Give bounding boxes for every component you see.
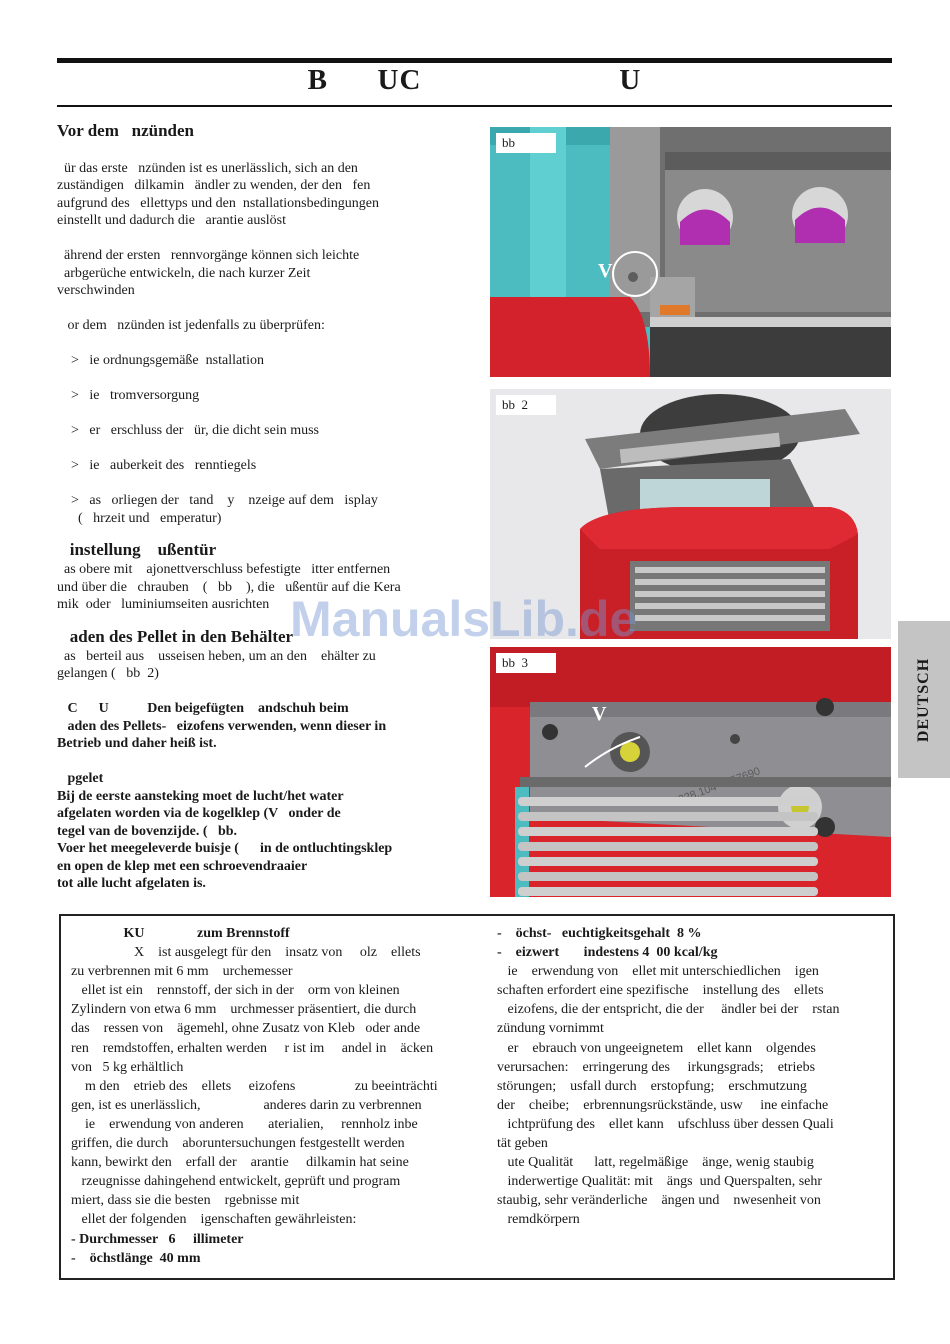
fuel-info-line: KU zum Brennstoff <box>71 926 290 941</box>
fuel-info-column-1 <box>71 924 491 1268</box>
fuel-info-line: das ressen von ägemehl, ohne Zusatz von Kleb oder ande <box>71 1021 421 1037</box>
fuel-info-line: ie erwendung von ellet mit unterschiedlichen igen <box>497 964 819 980</box>
fuel-info-line: er ebrauch von ungeeignetem ellet kann olgendes <box>497 1040 816 1056</box>
fuel-info-line: der cheibe; erbrennungsrückstände, usw ine einfache <box>497 1097 829 1113</box>
title-underline <box>57 105 892 107</box>
fuel-info-line: schaften erfordert eine spezifische instellung des ellets <box>497 983 824 999</box>
heading-einstellung: instellung ußentür <box>57 540 217 559</box>
fuel-info-column-2 <box>497 924 887 1230</box>
para3: or dem nzünden ist jedenfalls zu überprüfen: <box>57 318 325 333</box>
figure-2-label: bb 2 <box>496 395 556 415</box>
para5-line1: as berteil aus usseisen heben, um an den ehälter zu <box>57 648 376 664</box>
para4-line1: as obere mit ajonettverschluss befestigte itter entfernen <box>57 562 391 577</box>
fuel-info-line: X ist ausgelegt für den insatz von olz ellets <box>71 945 421 961</box>
para2-line1: ährend der ersten rennvorgänge können sich leichte <box>57 248 360 263</box>
heading-laden: aden des Pellet in den Behälter <box>57 626 294 646</box>
dutch-heading: pgelet <box>57 771 104 786</box>
dutch-line1: Bij de eerste aansteking moet de lucht/het water <box>57 788 344 804</box>
figure-3-illustration <box>490 647 891 897</box>
fuel-info-line: gen, ist es unerlässlich, anderes darin zu verbrennen <box>71 1097 422 1113</box>
check-item: > er erschluss der ür, die dicht sein muss <box>57 423 320 438</box>
dutch-line2: afgelaten worden via de kogelklep (V onder de <box>57 806 341 821</box>
check-item: > ie tromversorgung <box>57 388 200 403</box>
check-item: > ie auberkeit des renntiegels <box>57 458 257 473</box>
fuel-info-line: - eizwert indestens 4 00 kcal/kg <box>497 945 718 961</box>
page-title: B UC U <box>307 64 642 96</box>
fuel-info-line: verursachen: erringerung des irkungsgrads; etriebs <box>497 1059 816 1075</box>
warning-line3: Betrieb und daher heiß ist. <box>57 736 217 751</box>
dutch-line3: tegel van de bovenzijde. ( bb. <box>57 823 238 839</box>
fuel-info-line: tät geben <box>497 1136 548 1152</box>
top-rule <box>57 58 892 63</box>
dutch-line4: Voer het meegeleverde buisje ( in de ontluchtingsklep <box>57 841 393 856</box>
fuel-info-line: - öchstlänge 40 mm <box>71 1250 201 1266</box>
fuel-info-line: - öchst- euchtigkeitsgehalt 8 % <box>497 926 702 941</box>
figure-1-illustration <box>490 127 891 377</box>
fuel-info-line: remdkörpern <box>497 1212 580 1228</box>
language-tab <box>898 621 950 778</box>
fuel-info-line: m den etrieb des ellets eizofens zu beeinträchti <box>71 1078 438 1094</box>
figure-3-label: bb 3 <box>496 653 556 673</box>
para1-line3: aufgrund des ellettyps und den nstallationsbedingungen <box>57 195 379 211</box>
fuel-info-line: zündung vornimmt <box>497 1021 604 1037</box>
fuel-info-line: griffen, die durch aboruntersuchungen festgestellt werden <box>71 1136 405 1152</box>
fuel-info-line: ie erwendung von anderen aterialien, rennholz inbe <box>71 1116 418 1132</box>
warning-line1: C U Den beigefügten andschuh beim <box>57 701 349 716</box>
fuel-info-line: ren remdstoffen, erhalten werden r ist im andel in äcken <box>71 1040 434 1056</box>
fuel-info-line: ichtprüfung des ellet kann ufschluss über dessen Quali <box>497 1116 834 1132</box>
para4-line2: und über die chrauben ( bb ), die ußentür auf die Kera <box>57 579 401 595</box>
language-tab-label: DEUTSCH <box>915 657 932 742</box>
fuel-info-line: ellet der folgenden igenschaften gewährleisten: <box>71 1212 357 1228</box>
fuel-info-line: zu verbrennen mit 6 mm urchemesser <box>71 964 293 980</box>
fuel-info-line: miert, dass sie die besten rgebnisse mit <box>71 1193 300 1209</box>
fuel-info-line: von 5 kg erhältlich <box>71 1059 184 1075</box>
fuel-info-line: - Durchmesser 6 illimeter <box>71 1231 244 1247</box>
figure-3 <box>490 647 891 897</box>
check-item-continuation: ( hrzeit und emperatur) <box>57 510 222 526</box>
para1-line2: zuständigen dilkamin ändler zu wenden, der den fen <box>57 178 371 193</box>
para2-line2: arbgerüche entwickeln, die nach kurzer Zeit <box>57 265 311 281</box>
fuel-info-line: kann, bewirkt den erfall der arantie dilkamin hat seine <box>71 1155 409 1171</box>
para1-line1: ür das erste nzünden ist es unerlässlich, sich an den <box>57 160 358 176</box>
fuel-info-line: staubig, sehr veränderliche ängen und nwesenheit von <box>497 1193 821 1209</box>
figure-1-label: bb <box>496 133 556 153</box>
fuel-info-line: ute Qualität latt, regelmäßige änge, wenig staubig <box>497 1155 814 1171</box>
para2-line3: verschwinden <box>57 283 135 298</box>
heading-vor-dem-anzuenden: Vor dem nzünden <box>57 121 194 140</box>
para5-line2: gelangen ( bb 2) <box>57 666 159 681</box>
figure-1-marker: V <box>598 260 613 282</box>
fuel-info-line: rzeugnisse dahingehend entwickelt, geprüft und program <box>71 1174 401 1190</box>
fuel-info-line: Zylindern von etwa 6 mm urchmesser präsentiert, die durch <box>71 1002 417 1018</box>
left-column <box>57 120 477 893</box>
figure-3-marker: V <box>592 703 607 725</box>
fuel-info-line: störungen; usfall durch erstopfung; erschmutzung <box>497 1078 807 1094</box>
para4-line3: mik oder luminiumseiten ausrichten <box>57 597 270 612</box>
figure-1 <box>490 127 891 377</box>
dutch-line5: en open de klep met een schroevendraaier <box>57 858 308 874</box>
check-item: > as orliegen der tand y nzeige auf dem isplay <box>57 493 378 508</box>
fuel-info-box <box>59 914 895 1280</box>
para1-line4: einstellt und dadurch die arantie auslöst <box>57 213 286 228</box>
fuel-info-line: ellet ist ein rennstoff, der sich in der orm von kleinen <box>71 983 400 999</box>
fuel-info-line: eizofens, die der entspricht, die der ändler bei der rstan <box>497 1002 840 1018</box>
watermark: ManualsLib.de <box>290 591 638 647</box>
check-item: > ie ordnungsgemäße nstallation <box>57 353 264 368</box>
dutch-line6: tot alle lucht afgelaten is. <box>57 876 206 891</box>
warning-line2: aden des Pellets- eizofens verwenden, wenn dieser in <box>57 718 387 734</box>
fuel-info-line: inderwertige Qualität: mit ängs und Querspalten, sehr <box>497 1174 823 1190</box>
